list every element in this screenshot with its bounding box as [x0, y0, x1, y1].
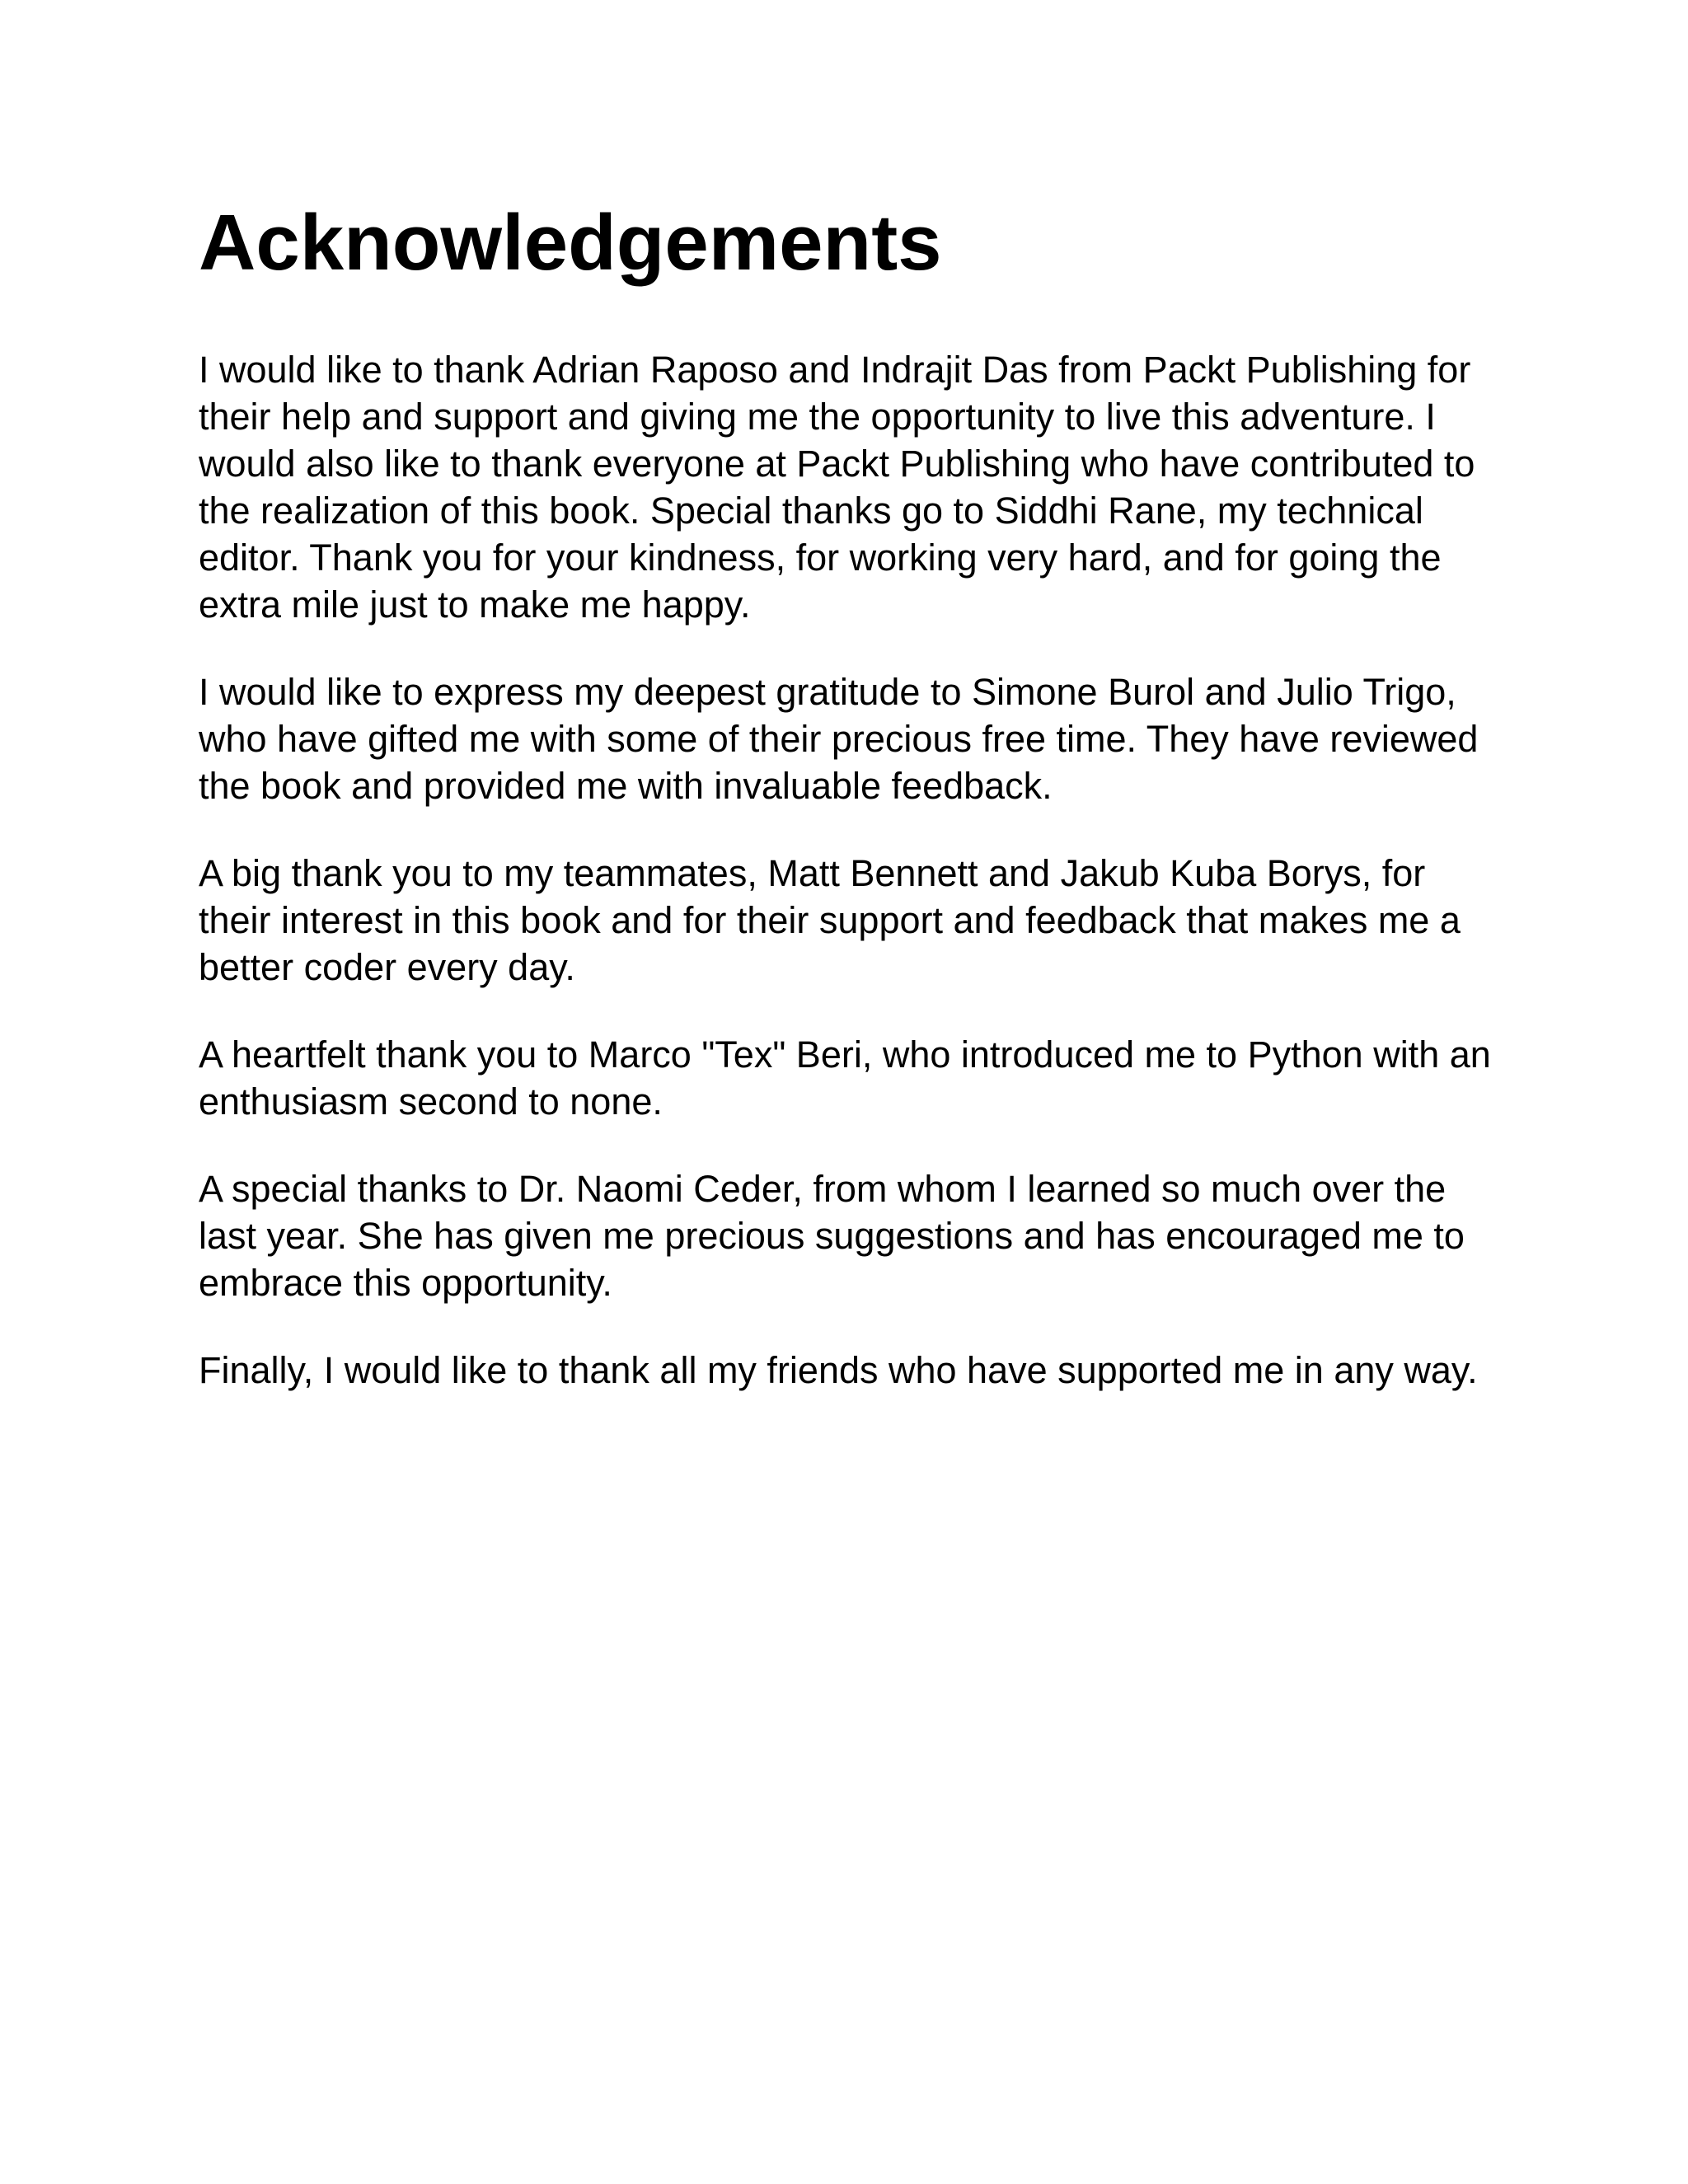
paragraph-4: A heartfelt thank you to Marco "Tex" Beri, who introduced me to Python with an enthusiasm second to none.: [199, 1033, 1491, 1122]
paragraph-5: A special thanks to Dr. Naomi Ceder, from whom I learned so much over the last year. She has given me precious suggestions and has encouraged me to embrace this opportunity.: [199, 1168, 1465, 1304]
paragraph-2: I would like to express my deepest gratitude to Simone Burol and Julio Trigo, who have gifted me with some of their precious free time. They have reviewed the book and provided me with invaluable feedback.: [199, 671, 1479, 807]
paragraph-3: A big thank you to my teammates, Matt Bennett and Jakub Kuba Borys, for their interest in this book and for their support and feedback that makes me a better coder every day.: [199, 852, 1461, 988]
page-title: Acknowledgements: [199, 199, 942, 287]
paragraph-6: Finally, I would like to thank all my friends who have supported me in any way.: [199, 1349, 1478, 1391]
document-content: [199, 198, 1501, 1394]
paragraph-1: I would like to thank Adrian Raposo and Indrajit Das from Packt Publishing for their help and support and giving me the opportunity to live this adventure. I would also like to thank everyone at Packt Publishing who have contributed to the realization of this book. Special thanks go to Siddhi Rane, my technical editor. Thank you for your kindness, for working very hard, and for going the extra mile just to make me happy.: [199, 349, 1475, 626]
